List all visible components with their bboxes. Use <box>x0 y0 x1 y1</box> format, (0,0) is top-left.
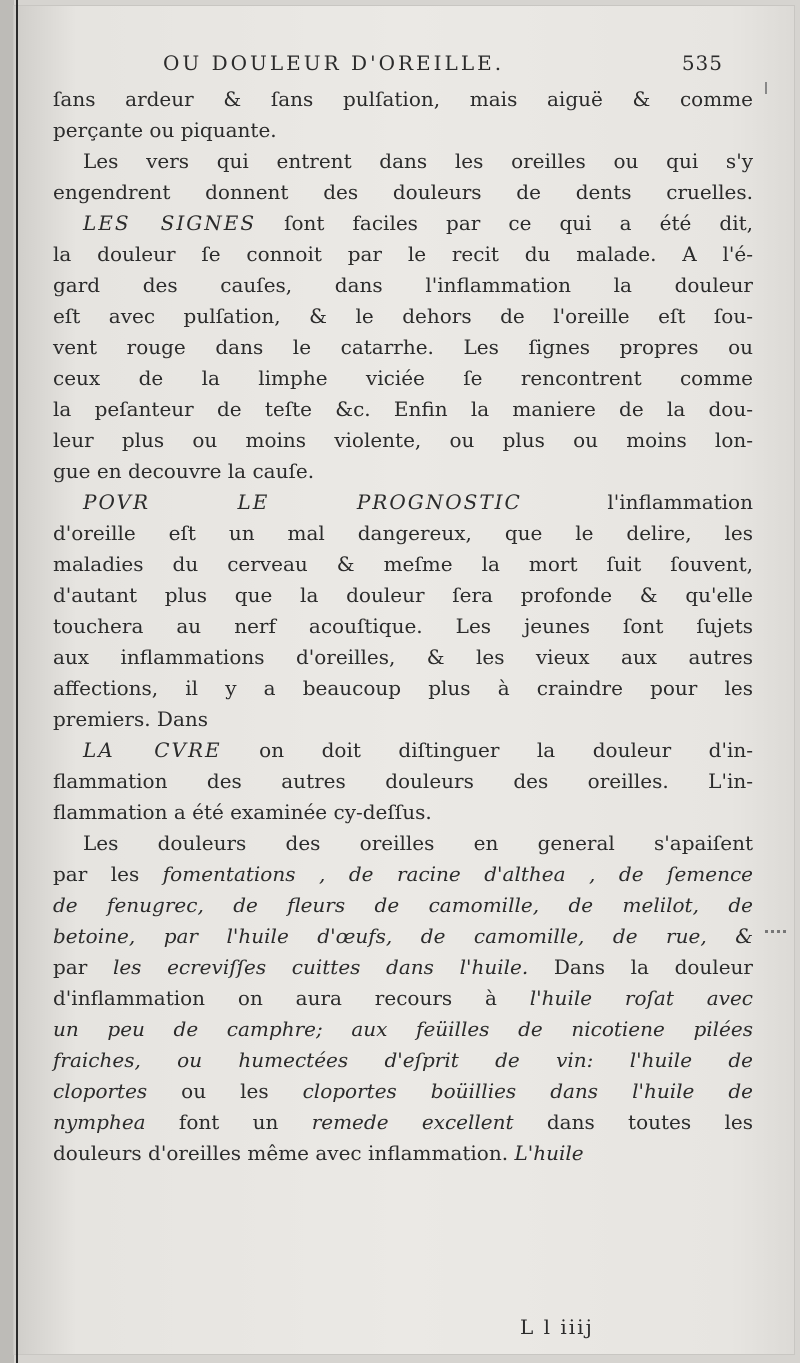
text-line: flammation des autres douleurs des oreilles. L'in- <box>53 769 753 793</box>
margin-specks <box>765 930 787 933</box>
text-line: maladies du cerveau & meſme la mort ſuit ſouvent, <box>53 552 753 576</box>
page-text <box>53 48 753 1169</box>
text-line: ceux de la limphe viciée ſe rencontrent comme <box>53 366 753 390</box>
text-line <box>53 1076 753 1107</box>
text-line <box>53 859 753 890</box>
text-line: de fenugrec, de fleurs de camomille, de melilot, de <box>53 893 753 917</box>
italic-span: fomentations , de racine d'althea , de ſemence <box>162 862 753 886</box>
text-span: par <box>53 955 113 979</box>
text-span: par les <box>53 862 163 886</box>
text-line: un peu de camphre; aux feüilles de nicotiene pilées <box>53 1017 753 1041</box>
italic-span: cloportes <box>53 1079 148 1103</box>
text-line <box>53 952 753 983</box>
text-line: flammation a été examinée cy-deſſus. <box>53 800 432 824</box>
italic-span: nymphea <box>53 1110 146 1134</box>
text-span: d'inflammation on aura recours à <box>53 986 530 1010</box>
italic-span: remede excellent <box>311 1110 514 1134</box>
text-span: ou les <box>147 1079 303 1103</box>
margin-mark <box>765 82 767 94</box>
signature-mark: L l iiij <box>520 1315 594 1339</box>
text-line: la peſanteur de teſte &c. Enfin la maniere de la dou- <box>53 397 753 421</box>
text-line: LA CVRE on doit diſtinguer la douleur d'in- <box>83 738 753 762</box>
text-line <box>53 983 753 1014</box>
section-heading: POVR LE PROGNOSTIC <box>83 490 522 514</box>
text-line: LES SIGNES ſont faciles par ce qui a été dit, <box>83 211 753 235</box>
text-line: betoine, par l'huile d'œufs, de camomille, de rue, & <box>53 924 753 948</box>
text-span: dans toutes les <box>513 1110 753 1134</box>
text-line: perçante ou piquante. <box>53 118 277 142</box>
text-line: vent rouge dans le catarrhe. Les ſignes propres ou <box>53 335 753 359</box>
text-line: premiers. Dans <box>53 707 209 731</box>
text-line: la douleur ſe connoit par le recit du malade. A l'é- <box>53 242 753 266</box>
text-line: gard des cauſes, dans l'inflammation la douleur <box>53 273 753 297</box>
text-span: douleurs d'oreilles même avec inflammation. <box>53 1141 515 1165</box>
text-line: Les douleurs des oreilles en general s'apaiſent <box>83 831 753 855</box>
section-heading: LA CVRE <box>83 738 222 762</box>
text-span: font un <box>145 1110 312 1134</box>
italic-span: l'huile roſat avec <box>529 986 753 1010</box>
text-line: ſans ardeur & ſans pulſation, mais aiguë & comme <box>53 87 753 111</box>
page-number: 535 <box>681 51 723 75</box>
running-title: OU DOULEUR D'OREILLE. <box>163 51 505 75</box>
text-line: leur plus ou moins violente, ou plus ou moins lon- <box>53 428 753 452</box>
italic-span: cloportes boüillies dans l'huile de <box>302 1079 753 1103</box>
text-line: fraiches, ou humectées d'eſprit de vin: l'huile de <box>53 1048 753 1072</box>
text-line: d'autant plus que la douleur ſera profonde & qu'elle <box>53 583 753 607</box>
text-line: gue en decouvre la cauſe. <box>53 459 315 483</box>
italic-span: les ecreviſſes cuittes dans l'huile. <box>112 955 529 979</box>
text-line: Les vers qui entrent dans les oreilles ou qui s'y <box>83 149 753 173</box>
text-span: Dans la douleur <box>528 955 753 979</box>
text-line <box>53 1138 753 1169</box>
italic-span: L'huile <box>514 1141 584 1165</box>
text-line: eſt avec pulſation, & le dehors de l'oreille eſt ſou- <box>53 304 753 328</box>
running-header <box>53 48 753 84</box>
text-line <box>53 1107 753 1138</box>
text-line: d'oreille eſt un mal dangereux, que le delire, les <box>53 521 753 545</box>
body-text <box>53 84 753 1169</box>
text-line: engendrent donnent des douleurs de dents cruelles. <box>53 180 753 204</box>
book-gutter <box>0 0 14 1363</box>
section-heading: LES SIGNES <box>83 211 257 235</box>
text-line: aux inflammations d'oreilles, & les vieux aux autres <box>53 645 753 669</box>
text-line: POVR LE PROGNOSTIC l'inflammation <box>83 490 753 514</box>
text-line: affections, il y a beaucoup plus à craindre pour les <box>53 676 753 700</box>
gutter-edge-line <box>16 0 18 1363</box>
text-line: touchera au nerf acouſtique. Les jeunes ſont ſujets <box>53 614 753 638</box>
